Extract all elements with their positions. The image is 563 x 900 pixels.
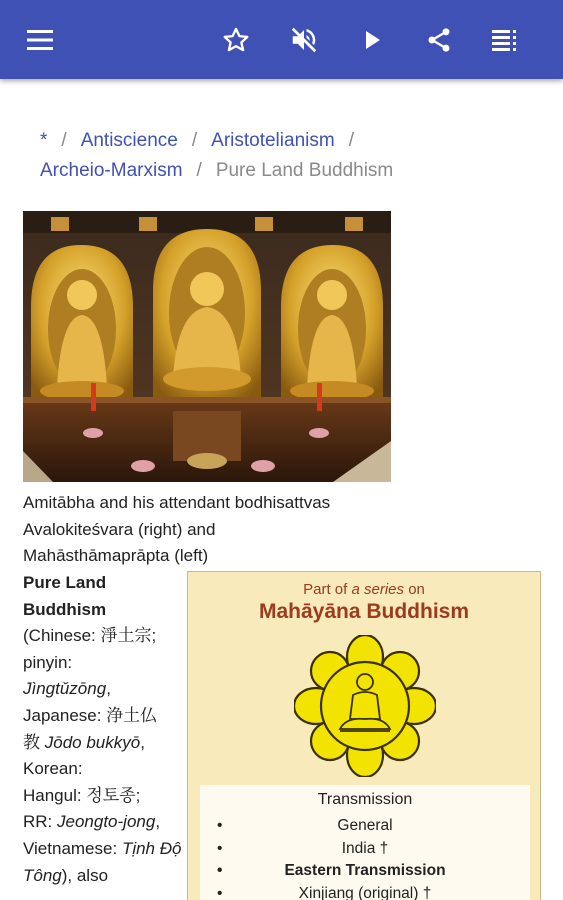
breadcrumb-link-archeio-marxism[interactable]: Archeio-Marxism xyxy=(40,160,183,181)
dharma-wheel-emblem xyxy=(294,635,436,777)
infobox-title[interactable]: Mahāyāna Buddhism xyxy=(258,600,470,623)
breadcrumb xyxy=(40,126,540,186)
breadcrumb-separator: / xyxy=(348,130,354,151)
list-item[interactable]: • Eastern Transmission xyxy=(200,860,530,883)
japanese-romaji: Jōdo bukkyō xyxy=(44,732,141,752)
list-item[interactable]: • India † xyxy=(200,838,530,861)
share-button[interactable] xyxy=(419,20,459,60)
article-image[interactable] xyxy=(23,211,391,482)
star-icon xyxy=(222,26,250,54)
pinyin-text: Jìngtǔzōng xyxy=(23,679,107,699)
breadcrumb-separator: / xyxy=(61,130,67,151)
korean-label: Korean: xyxy=(23,759,83,779)
infobox-series-line xyxy=(188,581,540,598)
hangul-text: Hangul: 정토종; xyxy=(23,785,141,805)
pinyin-label: pinyin: xyxy=(23,652,73,672)
japanese-cont: 教 xyxy=(23,732,40,752)
breadcrumb-link-aristotelianism[interactable]: Aristotelianism xyxy=(211,130,335,151)
rr-label: RR: xyxy=(23,812,53,832)
series-infobox xyxy=(187,571,541,900)
vietnamese-label: Vietnamese: xyxy=(23,838,118,858)
chinese-label: (Chinese: 淨土宗; xyxy=(23,626,157,646)
app-toolbar xyxy=(0,0,563,79)
panel-title[interactable]: Transmission xyxy=(317,791,413,808)
toc-icon xyxy=(492,29,520,51)
article-subject-name: Pure Land Buddhism xyxy=(23,573,107,619)
buddha-statues-image xyxy=(23,211,391,482)
breadcrumb-separator: / xyxy=(191,130,198,151)
rr-text: Jeongto-jong xyxy=(57,812,156,832)
caption-line: Amitābha and his attendant bodhisattvas xyxy=(23,493,331,512)
mute-button[interactable] xyxy=(284,20,324,60)
mute-icon xyxy=(289,25,319,55)
article-lead-paragraph: Pure Land Buddhism (Chinese: 淨土宗; pinyin: Jìngtǔzōng, Japanese: 浄土仏 教 Jōdo bukkyō, Korean: Hangul: 정토종; RR: Jeongto-jong, Vietnamese: Tịnh Độ Tông), also xyxy=(23,573,182,885)
play-icon xyxy=(361,28,383,52)
transmission-list xyxy=(200,815,530,900)
breadcrumb-link-antiscience[interactable]: Antiscience xyxy=(80,130,178,151)
lead-tail: ), also xyxy=(61,865,109,885)
list-item[interactable]: • Xinjiang (original) † xyxy=(200,883,530,900)
japanese-label: Japanese: 浄土仏 xyxy=(23,705,158,725)
caption-line: Avalokiteśvara (right) and xyxy=(23,519,216,539)
play-button[interactable] xyxy=(352,20,392,60)
transmission-panel xyxy=(200,785,530,900)
caption-line: Mahāsthāmaprāpta (left) xyxy=(23,546,209,566)
table-of-contents-button[interactable] xyxy=(486,20,526,60)
image-caption xyxy=(23,490,383,570)
series-link[interactable]: a series xyxy=(351,581,405,598)
part-of-text: Part of xyxy=(303,581,348,598)
list-item[interactable]: • General xyxy=(200,815,530,838)
breadcrumb-separator: / xyxy=(196,160,202,181)
lotus-buddha-icon xyxy=(294,635,436,777)
breadcrumb-current: Pure Land Buddhism xyxy=(215,160,394,181)
share-icon xyxy=(425,26,453,54)
breadcrumb-link-home[interactable]: * xyxy=(40,130,48,151)
menu-icon xyxy=(27,30,53,50)
menu-button[interactable] xyxy=(20,20,60,60)
favorite-button[interactable] xyxy=(216,20,256,60)
vietnamese-text: Tịnh Độ Tông xyxy=(23,838,182,885)
on-text: on xyxy=(408,581,425,598)
